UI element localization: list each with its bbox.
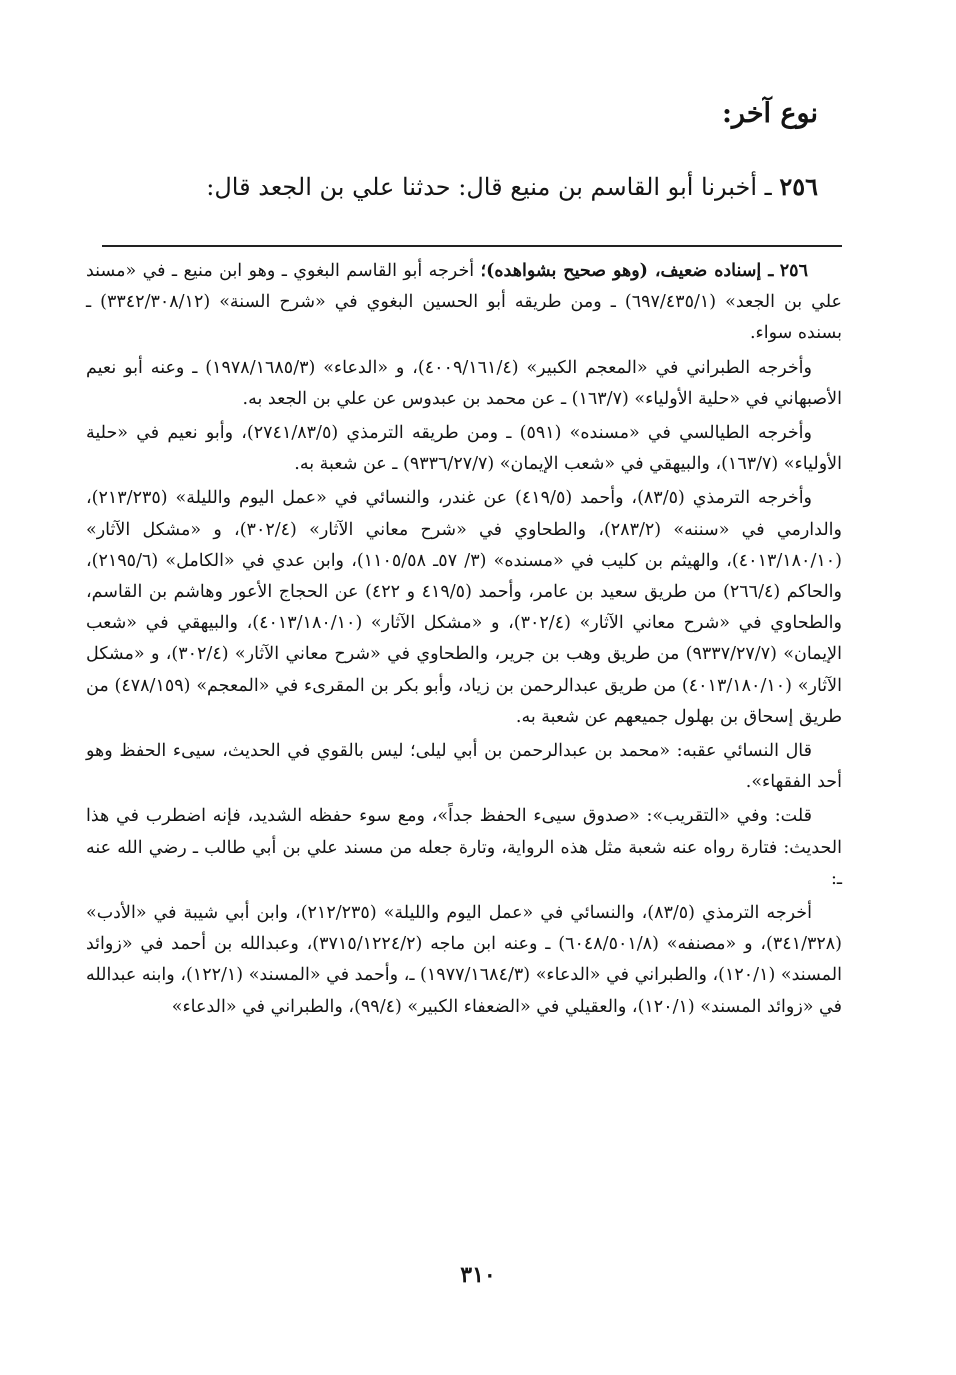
footnote-paragraph: وأخرجه الطبراني في «المعجم الكبير» (٤٠٠٩/١٦١/٤)، و «الدعاء» (١٩٧٨/١٦٨٥/٣) ـ وعنه أبو نعيم الأصبهاني في «حلية الأولياء» (١٦٣/٧) ـ عن محمد بن عبدوس عن علي بن الجعد به. (86, 357, 842, 409)
footnotes (86, 256, 842, 1026)
hadith-number: ٢٥٦ (779, 172, 818, 201)
footnote-paragraph: قلت: وفي «التقريب»: «صدوق سيىء الحفظ جداً»، ومع سوء حفظه الشديد، فإنه اضطرب في هذا الحديث: فتارة رواه عنه شعبة مثل هذه الرواية، وتارة جعله من مسند علي بن أبي طالب ـ رضي الله عنه ـ: (86, 806, 842, 889)
footnote-paragraph: وأخرجه الطيالسي في «مسنده» (٥٩١) ـ ومن طريقه الترمذي (٢٧٤١/٨٣/٥)، وأبو نعيم في «حلية الأولياء» (١٦٣/٧)، والبيهقي في «شعب الإيمان» (٩٣٣٦/٢٧/٧) ـ عن شعبة به. (86, 423, 842, 475)
footnote-paragraph: أخرجه الترمذي (٨٣/٥)، والنسائي في «عمل اليوم والليلة» (٢١٢/٢٣٥)، وابن أبي شيبة في «الأدب» (٣٤١/٣٢٨)، و «مصنفه» (٦٠٤٨/٥٠١/٨) ـ وعنه ابن ماجه (٣٧١٥/١٢٢٤/٢)، وعبدالله بن أحمد في «زوائد المسند» (١٢٠/١)، والطبراني في «الدعاء» (١٩٧٧/١٦٨٤/٣) ـ، وأحمد في «المسند» (١٢٢/١)، وابنه عبدالله في «زوائد المسند» (١٢٠/١)، والعقيلي في «الضعفاء الكبير» (٩٩/٤)، والطبراني في «الدعاء» (86, 903, 842, 1017)
footnote-divider (102, 245, 842, 247)
footnote-paragraph: قال النسائي عقبه: «محمد بن عبدالرحمن بن أبي ليلى؛ ليس بالقوي في الحديث، سيىء الحفظ وهو أحد الفقهاء». (86, 741, 842, 793)
footnote-paragraph: وأخرجه الترمذي (٨٣/٥)، وأحمد (٤١٩/٥) عن غندر، والنسائي في «عمل اليوم والليلة» (٢١٣/٢٣٥)، والدارمي في «سننه» (٢٨٣/٢)، والطحاوي في «شرح معاني الآثار» (٣٠٢/٤)، و «مشكل الآثار» (٤٠١٣/١٨٠/١٠)، والهيثم بن كليب في «مسنده» (٣/ ٥٧ـ ١١٠٥/٥٨)، وابن عدي في «الكامل» (٢١٩٥/٦)، والحاكم (٢٦٦/٤) من طريق سعيد بن عامر، وأحمد (٤١٩/٥ و ٤٢٢) عن الحجاج الأعور وهاشم بن القاسم، والطحاوي في «شرح معاني الآثار» (٣٠٢/٤)، و «مشكل الآثار» (٤٠١٣/١٨٠/١٠)، والبيهقي في «شعب الإيمان» (٩٣٣٧/٢٧/٧) من طريق وهب بن جرير، والطحاوي في «شرح معاني الآثار» (٣٠٢/٤)، و «مشكل الآثار» (٤٠١٣/١٨٠/١٠) من طريق عبدالرحمن بن زياد، وأبو بكر بن المقرىء في «المعجم» (٤٧٨/١٥٩) من طريق إسحاق بن بهلول جميعهم عن شعبة به. (86, 488, 843, 727)
footnote-grading: ـ إسناده ضعيف، (وهو صحيح بشواهده)؛ (480, 261, 774, 281)
page-number: ٣١٠ (460, 1262, 496, 1288)
footnote-number: ٢٥٦ (779, 261, 808, 281)
footnote-intro-text: أخرجه أبو القاسم البغوي ـ وهو ابن منيع ـ في «مسند علي بن الجعد» (٦٩٧/٤٣٥/١) ـ ومن طريقه أبو الحسين البغوي في «شرح السنة» (٣٣٤٢/٣٠٨/١٢) ـ بسنده سواء. (86, 261, 842, 344)
hadith-chain-text: ـ أخبرنا أبو القاسم بن منيع قال: حدثنا علي بن الجعد قال: (206, 173, 772, 201)
footnote-intro (86, 256, 842, 350)
hadith-opening (206, 172, 818, 201)
section-heading: نوع آخر: (721, 98, 818, 129)
